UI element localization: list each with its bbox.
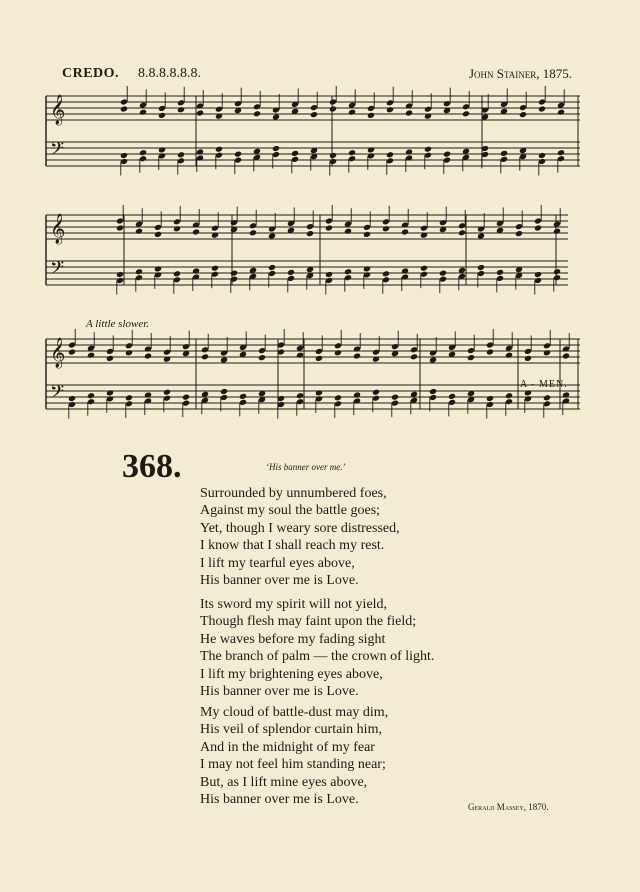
- note-head: [562, 391, 570, 398]
- note-head: [524, 389, 532, 396]
- note-head: [296, 352, 304, 359]
- treble-clef: 𝄞: [50, 338, 66, 368]
- note-head: [196, 109, 204, 116]
- note-head: [462, 110, 470, 117]
- note-head: [139, 149, 147, 156]
- note-head: [515, 230, 523, 237]
- note-head: [443, 151, 451, 158]
- note-head: [287, 269, 295, 276]
- stanza-2: [200, 596, 520, 700]
- note-head: [524, 355, 532, 362]
- note-head: [268, 232, 276, 239]
- note-head: [268, 264, 276, 271]
- note-head: [543, 394, 551, 401]
- treble-clef: 𝄞: [50, 214, 66, 244]
- note-head: [477, 264, 485, 271]
- note-head: [234, 151, 242, 158]
- note-head: [120, 105, 128, 112]
- note-head: [486, 395, 494, 402]
- note-head: [353, 352, 361, 359]
- note-head: [410, 353, 418, 360]
- note-head: [382, 225, 390, 232]
- author-credit: Gerald Massey, 1870.: [468, 802, 549, 812]
- bass-clef: 𝄢: [50, 139, 65, 164]
- note-head: [505, 392, 513, 399]
- note-head: [329, 152, 337, 159]
- note-head: [230, 270, 238, 277]
- note-head: [557, 109, 565, 116]
- note-head: [120, 152, 128, 159]
- note-head: [557, 149, 565, 156]
- stanza-line: I lift my tearful eyes above,: [200, 555, 355, 571]
- stanza-line: I know that I shall reach my rest.: [200, 538, 385, 554]
- note-head: [154, 231, 162, 238]
- note-head: [367, 112, 375, 119]
- note-head: [420, 265, 428, 272]
- note-head: [173, 270, 181, 277]
- note-head: [543, 349, 551, 356]
- note-head: [291, 150, 299, 157]
- note-head: [496, 269, 504, 276]
- meter: 8.8.8.8.8.8.: [138, 66, 201, 81]
- note-head: [500, 150, 508, 157]
- note-head: [458, 229, 466, 236]
- stanza-line: Though flesh may faint upon the field;: [200, 614, 417, 630]
- note-head: [553, 228, 561, 235]
- note-head: [182, 394, 190, 401]
- hymn-number: 368.: [122, 448, 182, 485]
- note-head: [334, 394, 342, 401]
- note-head: [329, 105, 337, 112]
- note-head: [363, 265, 371, 272]
- note-head: [344, 228, 352, 235]
- note-head: [538, 152, 546, 159]
- note-head: [553, 268, 561, 275]
- amen-text: A - MEN.: [520, 379, 568, 390]
- note-head: [386, 106, 394, 113]
- note-head: [139, 109, 147, 116]
- note-head: [220, 388, 228, 395]
- note-head: [424, 146, 432, 153]
- note-head: [144, 391, 152, 398]
- note-head: [439, 270, 447, 277]
- bass-clef: 𝄢: [50, 258, 65, 283]
- note-head: [116, 271, 124, 278]
- note-head: [154, 265, 162, 272]
- note-head: [272, 113, 280, 120]
- stanza-line: Its sword my spirit will not yield,: [200, 597, 388, 612]
- note-head: [192, 267, 200, 274]
- note-head: [386, 151, 394, 158]
- note-head: [177, 151, 185, 158]
- stanza-line: His banner over me is Love.: [200, 792, 359, 808]
- note-head: [158, 146, 166, 153]
- note-head: [306, 230, 314, 237]
- note-head: [310, 111, 318, 118]
- note-head: [448, 393, 456, 400]
- note-head: [538, 105, 546, 112]
- note-head: [253, 110, 261, 117]
- note-head: [429, 388, 437, 395]
- note-head: [211, 265, 219, 272]
- note-head: [334, 349, 342, 356]
- note-head: [353, 391, 361, 398]
- note-head: [405, 148, 413, 155]
- note-head: [135, 268, 143, 275]
- note-head: [163, 389, 171, 396]
- stanza-line: Against my soul the battle goes;: [200, 503, 381, 519]
- note-head: [272, 145, 280, 152]
- note-head: [249, 229, 257, 236]
- hymn-title: ‘His banner over me.’: [266, 462, 346, 472]
- tempo-mark: A little slower.: [86, 318, 150, 330]
- note-head: [382, 270, 390, 277]
- note-head: [201, 353, 209, 360]
- stanza-line: His veil of splendor curtain him,: [200, 722, 382, 738]
- treble-clef: 𝄞: [50, 95, 66, 125]
- note-head: [125, 394, 133, 401]
- stanza-line: Yet, though I weary sore distressed,: [200, 520, 400, 536]
- stanza-line: My cloud of battle-dust may dim,: [200, 705, 389, 720]
- note-head: [68, 395, 76, 402]
- note-head: [477, 232, 485, 239]
- note-head: [239, 393, 247, 400]
- note-head: [325, 224, 333, 231]
- note-head: [173, 225, 181, 232]
- stanza-line: But, as I lift mine eyes above,: [200, 774, 368, 790]
- note-head: [296, 392, 304, 399]
- note-head: [220, 356, 228, 363]
- note-head: [116, 224, 124, 231]
- note-head: [534, 271, 542, 278]
- stanza-3: [200, 704, 520, 808]
- note-head: [391, 394, 399, 401]
- note-head: [315, 355, 323, 362]
- note-head: [315, 389, 323, 396]
- stanza-line: His banner over me is Love.: [200, 684, 359, 700]
- note-head: [68, 348, 76, 355]
- note-head: [87, 392, 95, 399]
- stanza-line: His banner over me is Love.: [200, 573, 359, 589]
- note-head: [534, 224, 542, 231]
- tune-name: CREDO.: [62, 66, 120, 81]
- stanza-line: Surrounded by unnumbered foes,: [200, 486, 387, 501]
- note-head: [196, 148, 204, 155]
- composer: John Stainer, 1875.: [468, 66, 572, 81]
- note-head: [367, 146, 375, 153]
- note-head: [215, 146, 223, 153]
- note-head: [106, 389, 114, 396]
- note-head: [519, 111, 527, 118]
- note-head: [505, 352, 513, 359]
- note-head: [177, 106, 185, 113]
- stanza-line: I lift my brightening eyes above,: [200, 666, 383, 682]
- note-head: [348, 149, 356, 156]
- stanza-line: The branch of palm — the crown of light.: [200, 649, 435, 665]
- note-head: [106, 355, 114, 362]
- stanza-line: He waves before my fading sight: [200, 631, 386, 647]
- note-head: [401, 267, 409, 274]
- note-head: [258, 354, 266, 361]
- note-head: [348, 109, 356, 116]
- note-head: [135, 228, 143, 235]
- note-head: [562, 352, 570, 359]
- stanza-1: [200, 485, 520, 589]
- note-head: [372, 389, 380, 396]
- bass-clef: 𝄢: [50, 382, 65, 407]
- note-head: [125, 349, 133, 356]
- note-head: [158, 112, 166, 119]
- note-head: [144, 352, 152, 359]
- note-head: [192, 228, 200, 235]
- note-head: [486, 348, 494, 355]
- note-head: [87, 352, 95, 359]
- note-head: [429, 356, 437, 363]
- note-head: [363, 231, 371, 238]
- note-head: [405, 109, 413, 116]
- stanza-line: I may not feel him standing near;: [200, 757, 386, 773]
- note-head: [325, 271, 333, 278]
- note-head: [467, 354, 475, 361]
- note-head: [401, 228, 409, 235]
- stanza-line: And in the midnight of my fear: [200, 739, 375, 755]
- note-head: [344, 268, 352, 275]
